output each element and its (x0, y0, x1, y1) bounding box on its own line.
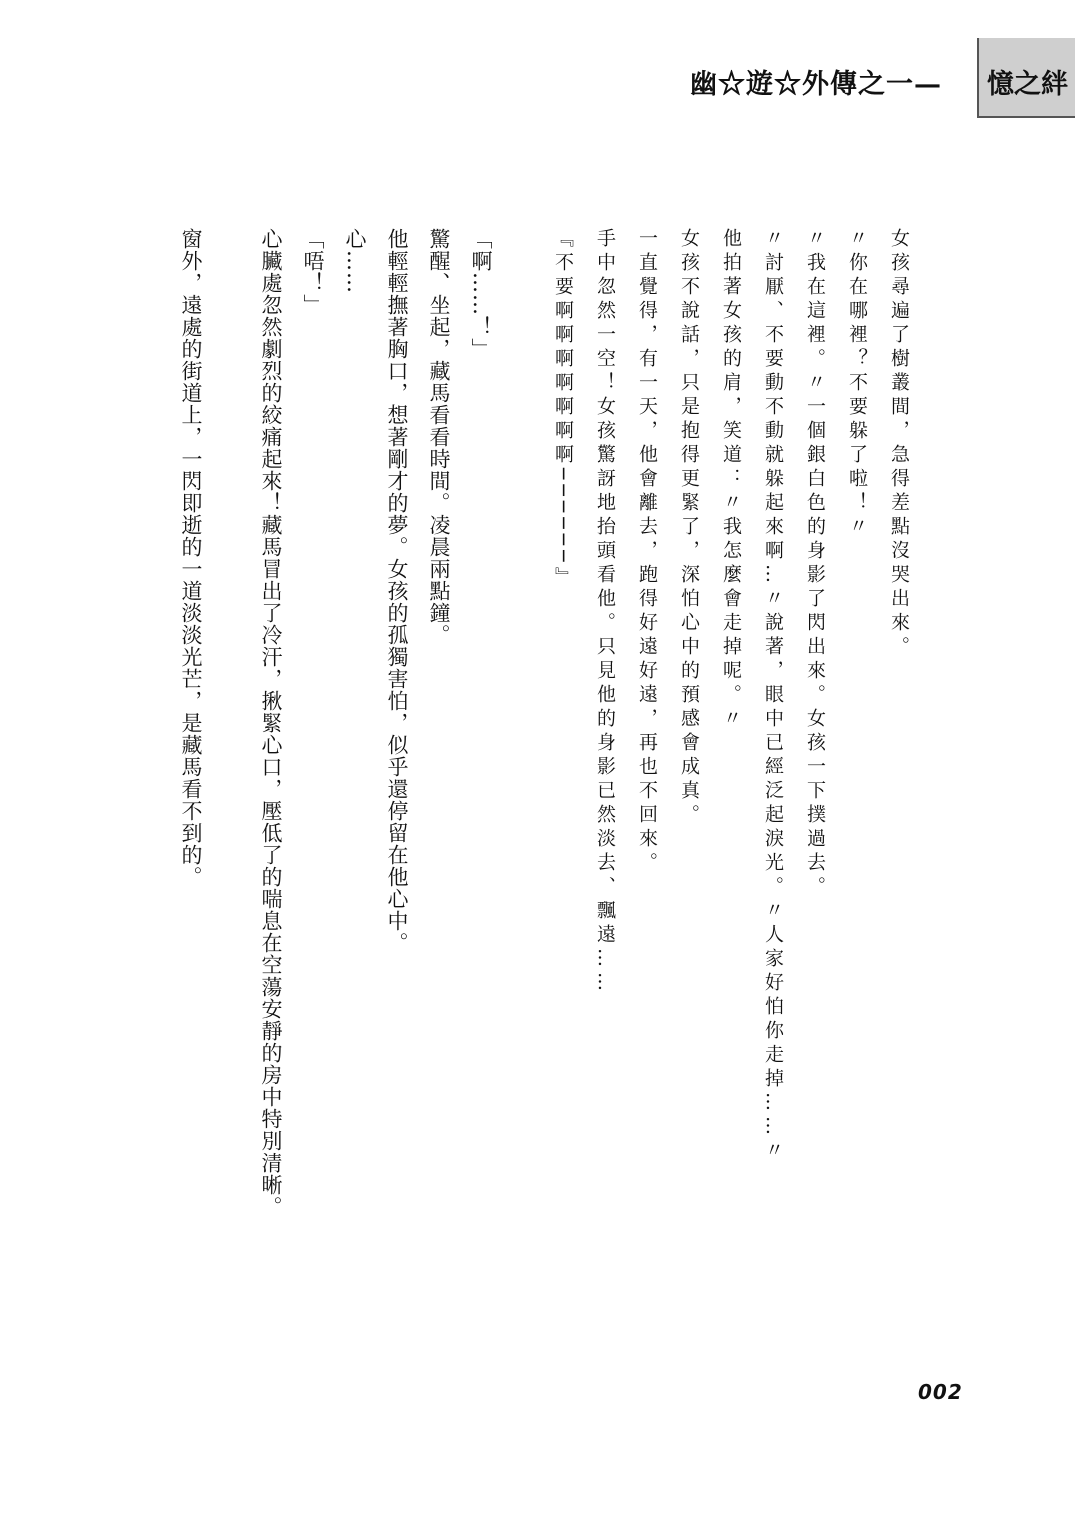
paragraph-9: 『不要啊啊啊啊啊啊啊──────』 (552, 228, 574, 591)
paragraph-5: 他拍著女孩的肩，笑道：〃我怎麼會走掉呢。〃 (720, 228, 742, 732)
paragraph-15: 「唔！」 (301, 228, 325, 316)
paragraph-14: 心…… (343, 228, 367, 294)
header-tab-label: 憶之絆 (987, 69, 1068, 100)
paragraph-3: 〃我在這裡。〃一個銀白色的身影了閃出來。女孩一下撲過去。 (804, 228, 826, 900)
header-title: 幽☆遊☆外傳之一— (690, 69, 942, 100)
paragraph-13: 他輕輕撫著胸口，想著剛才的夢。女孩的孤獨害怕，似乎還停留在他心中。 (385, 228, 409, 954)
paragraph-8: 手中忽然一空！女孩驚訝地抬頭看他。只見他的身影已然淡去、飄遠…… (594, 228, 616, 996)
paragraph-2: 〃你在哪裡？不要躲了啦！〃 (846, 228, 868, 540)
paragraph-11: 「啊……！」 (469, 228, 493, 360)
page-number: 002 (918, 1380, 963, 1404)
paragraph-7: 一直覺得，有一天，他會離去，跑得好遠好遠，再也不回來。 (636, 228, 658, 876)
paragraph-4: 〃討厭、不要動不動就躲起來啊…〃說著，眼中已經泛起淚光。〃人家好怕你走掉……〃 (762, 228, 784, 1164)
paragraph-1: 女孩尋遍了樹叢間，急得差點沒哭出來。 (888, 228, 910, 660)
header-tab (977, 38, 1075, 118)
paragraph-6: 女孩不說話，只是抱得更緊了，深怕心中的預感會成真。 (678, 228, 700, 828)
paragraph-16: 心臟處忽然劇烈的絞痛起來！藏馬冒出了冷汗，揪緊心口，壓低了的喘息在空蕩安靜的房中特別清晰。 (259, 228, 283, 1218)
paragraph-12: 驚醒、坐起，藏馬看看時間。凌晨兩點鐘。 (427, 228, 451, 646)
paragraph-17: 窗外，遠處的街道上，一閃即逝的一道淡淡光芒，是藏馬看不到的。 (179, 228, 203, 888)
